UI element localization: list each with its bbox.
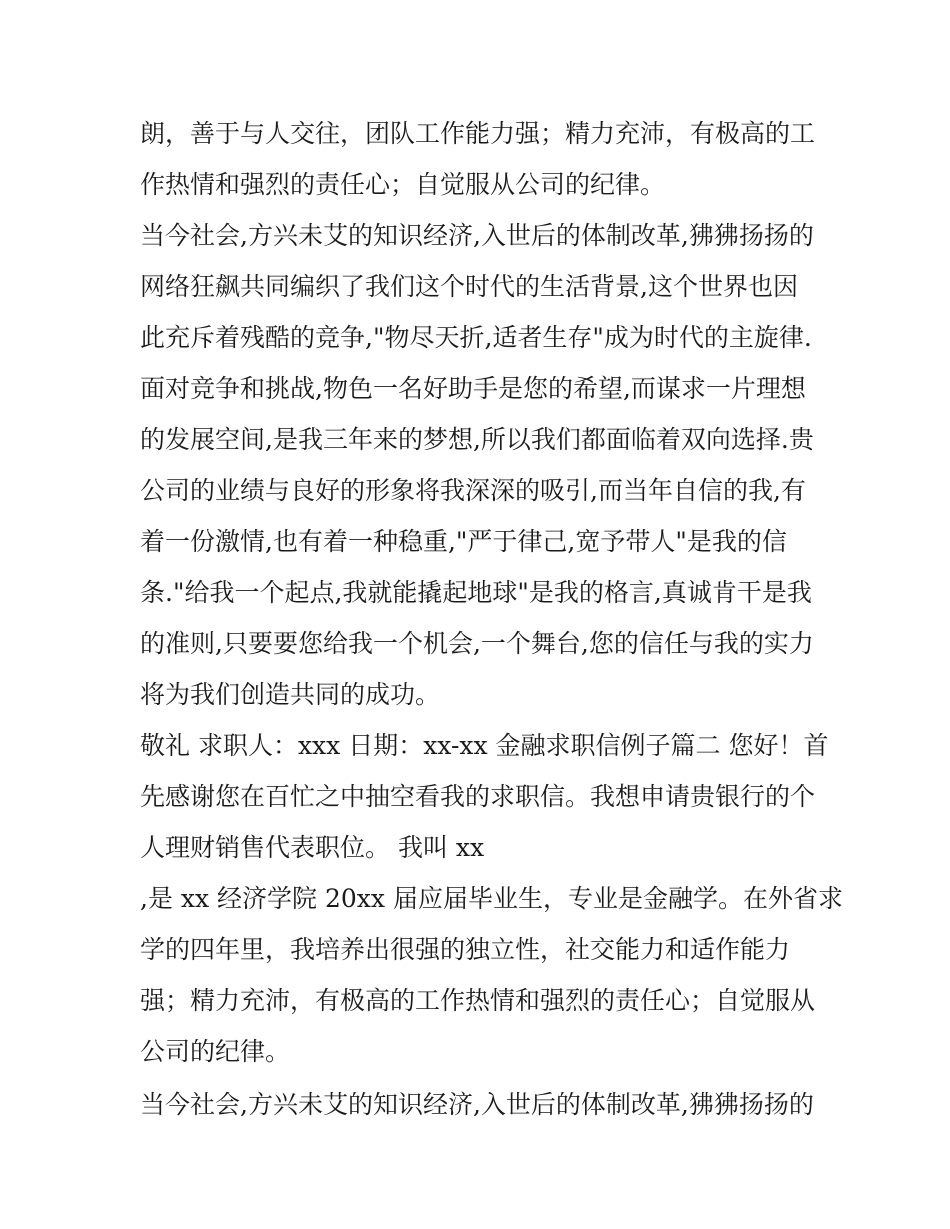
- text-line: 的准则,只要要您给我一个机会,一个舞台,您的信任与我的实力: [140, 629, 814, 658]
- text-line: 强；精力充沛，有极高的工作热情和强烈的责任心；自觉服从: [140, 986, 816, 1015]
- text-line: 公司的纪律。: [140, 1037, 291, 1066]
- text-line: 公司的业绩与良好的形象将我深深的吸引,而当年自信的我,有: [140, 476, 806, 505]
- text-line: 朗，善于与人交往，团队工作能力强；精力充沛，有极高的工: [140, 119, 816, 148]
- text-line: 当今社会,方兴未艾的知识经济,入世后的体制改革,狒狒扬扬的: [140, 221, 814, 250]
- body-text: [140, 108, 843, 1130]
- text-line: 学的四年里，我培养出很强的独立性，社交能力和适作能力: [140, 935, 791, 964]
- text-line: 当今社会,方兴未艾的知识经济,入世后的体制改革,狒狒扬扬的: [140, 1090, 814, 1119]
- text-line: 的发展空间,是我三年来的梦想,所以我们都面临着双向选择.贵: [140, 425, 814, 454]
- text-line: 网络狂飙共同编织了我们这个时代的生活背景,这个世界也因: [140, 272, 798, 301]
- text-line: 此充斥着残酷的竞争,"物尽天折,适者生存"成为时代的主旋律.: [140, 323, 812, 352]
- text-line: 先感谢您在百忙之中抽空看我的求职信。我想申请贵银行的个: [140, 782, 816, 811]
- text-line: ,是 xx 经济学院 20xx 届应届毕业生，专业是金融学。在外省求: [140, 884, 843, 913]
- text-line: 敬礼 求职人：xxx 日期：xx-xx 金融求职信例子篇二 您好！首: [140, 731, 829, 760]
- text-line: 条."给我一个起点,我就能撬起地球"是我的格言,真诚肯干是我: [140, 578, 812, 607]
- text-line: 着一份激情,也有着一种稳重,"严于律己,宽予带人"是我的信: [140, 527, 787, 556]
- text-line: 人理财销售代表职位。 我叫 xx: [140, 833, 485, 862]
- text-line: 面对竞争和挑战,物色一名好助手是您的希望,而谋求一片理想: [140, 374, 806, 403]
- text-line: 将为我们创造共同的成功。: [140, 680, 441, 709]
- text-line: 作热情和强烈的责任心；自觉服从公司的纪律。: [140, 170, 666, 199]
